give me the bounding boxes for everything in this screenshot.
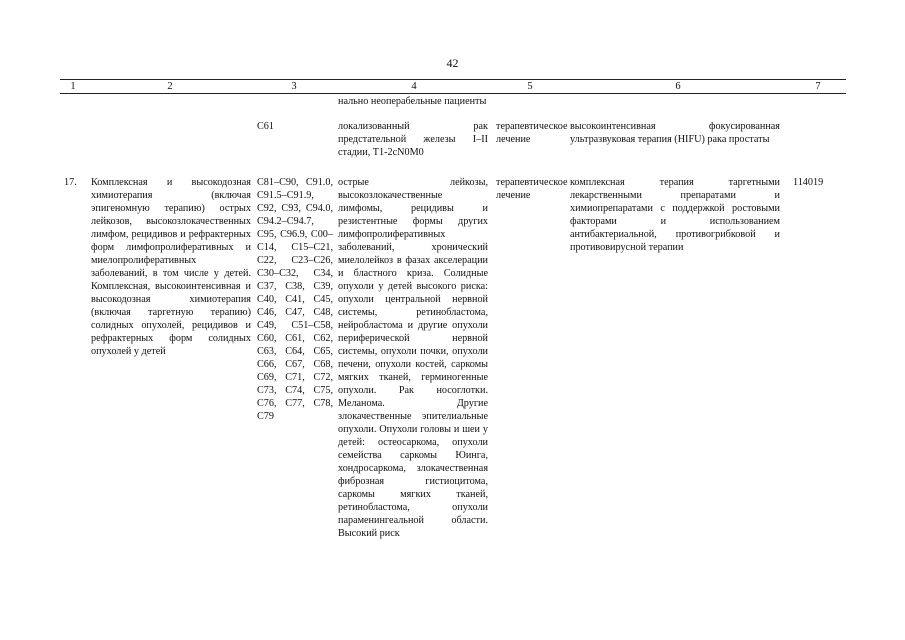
header-col-6: 6 (675, 81, 681, 92)
row-type: терапевтическое лечение (496, 177, 568, 201)
row-cost: 114019 (793, 177, 824, 188)
continuation-col4-top: нально неоперабельные пациенты (338, 96, 487, 107)
row-number: 17. (64, 177, 77, 188)
header-col-3: 3 (291, 81, 297, 92)
header-col-2: 2 (167, 81, 173, 92)
page-number: 42 (446, 56, 459, 70)
header-col-5: 5 (527, 81, 533, 92)
row-name: Комплексная и высокодозная химиотерапия (включая эпигеномную терапию) острых лейкозов, высокозлокачественных лимфом, рецидивов и рефрактерных форм лимфопролиферативных и миелопролиферативных заболеваний, в том числе у детей. Комплексная, высокоинтенсивная и высокодозная химиотерапия (включая таргетную терапию) солидных опухолей, рецидивов и рефрактерных форм солидных опухолей у детей (91, 177, 251, 357)
row-model: острые лейкозы, высокозлокачественные лимфомы, рецидивы и резистентные формы других лимфопролиферативных заболеваний, хронический миелолейкоз в фазах акселерации и бластного криза. Солидные опухоли у детей высокого риска: опухоли центральной нервной системы, ретинобластома, нейробластома и другие опухоли периферической нервной системы, опухоли почки, опухоли печени, опухоли костей, саркомы мягких тканей, герминогенные опухоли. Рак носоглотки. Меланома. Другие злокачественные эпителиальные опухоли. Опухоли головы и шеи у детей: остеосаркома, опухоли семейства саркомы Юинга, хондросаркома, злокачественная фиброзная гистиоцитома, саркомы мягких тканей, ретинобластома, опухоли параменингеальной области. Высокий риск (338, 177, 488, 539)
continuation-col4: локализованный рак предстательной железы I–II стадии, T1-2cN0M0 (338, 121, 488, 158)
header-col-4: 4 (411, 81, 417, 92)
row-method: комплексная терапия таргетными лекарственными препаратами и химиопрепаратами с поддержкой ростовыми факторами и использованием антибактериальной, противогрибковой и противовирусной терапии (570, 177, 780, 253)
continuation-col6: высокоинтенсивная фокусированная ультразвуковая терапия (HIFU) рака простаты (570, 121, 780, 145)
header-top-line (60, 79, 846, 80)
row-codes: C81–C90, C91.0, C91.5–C91.9, C92, C93, C94.0, C94.2–C94.7, C95, C96.9, C00–C14, C15–C21, C22, C23–C26, C30–C32, C34, C37, C38, C39, C40, C41, C45, C46, C47, C48, C49, C51–C58, C60, C61, C62, C63, C64, C65, C66, C67, C68, C69, C71, C72, C73, C74, C75, C76, C77, C78, C79 (257, 177, 333, 422)
header-col-7: 7 (815, 81, 821, 92)
header-col-1: 1 (70, 81, 76, 92)
continuation-col5: терапевтическое лечение (496, 121, 568, 145)
header-bottom-line (60, 93, 846, 94)
continuation-code: C61 (257, 121, 274, 132)
